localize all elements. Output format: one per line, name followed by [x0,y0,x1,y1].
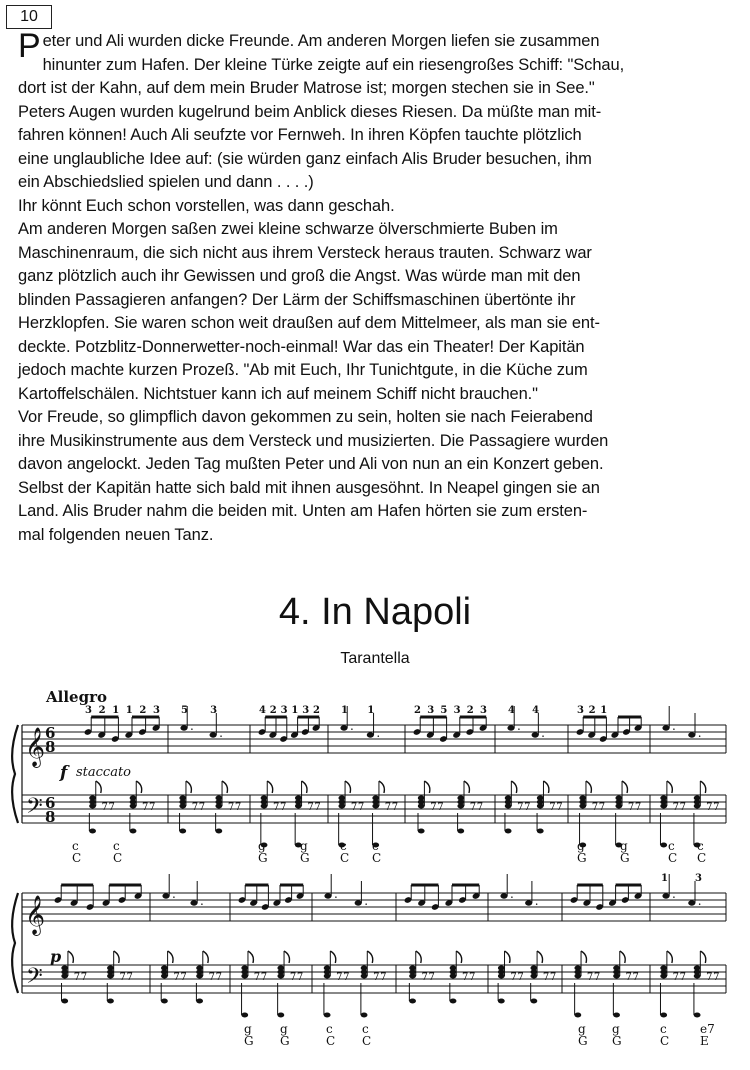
bass-label-upper: G [577,851,587,865]
fingering-number: 5 [440,705,448,716]
bass-note [409,999,416,1004]
chord-note [530,974,537,979]
eighth-rest: 7 [373,972,380,983]
bass-note [179,829,186,834]
flag [136,781,141,793]
chord-note [498,974,505,979]
brace [12,893,18,993]
eighth-rest: 7 [391,802,399,813]
chord-note [694,974,701,979]
tempo-marking: Allegro [46,688,107,706]
bass-note [537,829,544,834]
flag [114,951,119,963]
eighth-rest: 7 [627,802,635,813]
bass-note [107,999,114,1004]
flag [456,951,461,963]
bass-label-upper: G [300,851,310,865]
eighth-rest: 7 [542,972,550,983]
fingering-number: 3 [453,705,461,716]
bass-note [418,829,425,834]
bass-label-upper: G [244,1034,254,1048]
eighth-rest: 7 [119,972,126,983]
fingering-number: 3 [210,705,218,716]
chord-note [372,804,379,809]
eighth-rest: 7 [289,972,297,983]
bass-label-upper: C [326,1034,336,1048]
eighth-rest: 7 [191,802,199,813]
eighth-rest: 7 [549,972,557,983]
brace [12,725,18,823]
note-head [367,732,374,737]
eighth-rest: 7 [343,972,350,983]
fingering-number: 1 [291,705,299,716]
dot: . [219,726,223,740]
story-line: ein Abschiedslied spielen und dann . . . .) [18,173,314,191]
flag [537,951,542,963]
eighth-rest: 7 [679,972,687,983]
eighth-rest: 7 [350,802,358,813]
eighth-rest: 7 [307,802,314,813]
bass-note [660,843,667,848]
fingering-number: 2 [466,705,474,716]
dynamic-piano: p [50,947,62,966]
bass-note [277,1013,284,1018]
chord-note [361,974,368,979]
flag [543,781,548,793]
bass-note [694,1013,701,1018]
eighth-rest: 7 [476,802,484,813]
flag [581,951,586,963]
eighth-rest: 7 [672,802,680,813]
bass-note [613,1013,620,1018]
note-head [688,900,695,905]
fingering-number: 3 [153,705,160,716]
eighth-rest: 7 [593,972,601,983]
note-head [662,893,669,898]
flag [379,781,384,793]
fingering-number: 3 [85,705,92,716]
fingering-number: 5 [181,705,188,716]
time-signature-bottom: 8 [45,808,56,826]
story-line: mal folgenden neuen Tanz. [18,525,214,544]
eighth-rest: 7 [215,972,222,983]
dot: . [672,887,676,901]
chord-note [107,974,114,979]
time-signature-top: 6 [45,724,56,742]
chord-note [574,974,581,979]
bass-label-upper: C [660,1034,670,1048]
dot: . [510,887,514,901]
drop-cap: P [18,27,41,65]
note-head [162,893,169,898]
fingering-number: 4 [532,705,540,716]
eighth-rest: 7 [430,802,437,813]
story-line: Vor Freude, so glimpflich davon gekommen zu sein, holten sie nach Feierabend [18,408,593,426]
chord-note [61,974,68,979]
flag [330,951,335,963]
chord-note [241,974,248,979]
bass-label-upper: E [700,1034,709,1048]
story-line: dort ist der Kahn, auf dem mein Bruder Matrose ist; morgen stechen sie in See." [18,79,595,97]
fingering-number: 3 [480,705,487,716]
bass-clef: 𝄢 [26,794,43,824]
note-head [688,732,695,737]
flag [586,781,591,793]
eighth-rest: 7 [173,972,180,983]
story-line: Kartoffelschälen. Nichtstuer kann ich auf meinem Schiff nicht brauchen." [18,384,538,403]
eighth-rest: 7 [314,802,321,813]
bass-label-upper: G [612,1034,622,1048]
dot: . [534,894,539,908]
eighth-rest: 7 [586,972,594,983]
flag [68,951,73,963]
bass-note [574,1013,581,1018]
chord-note [418,804,425,809]
eighth-rest: 7 [625,972,632,983]
dot: . [334,887,338,901]
chord-note [505,804,512,809]
dynamic-forte: f [60,763,68,783]
dot: . [190,719,194,733]
dot: . [672,719,676,733]
eighth-rest: 7 [549,802,556,813]
bass-note [530,999,537,1004]
flag [464,781,469,793]
story-line: Ihr könnt Euch schon vorstellen, was dann geschah. [18,196,395,215]
dot: . [364,894,369,908]
eighth-rest: 7 [142,802,149,813]
bass-label-lower: c [113,839,120,853]
fingering-number: 4 [508,705,515,716]
chord-note [660,974,667,979]
note-head [525,900,532,905]
eighth-rest: 7 [336,972,343,983]
chord-note [579,804,586,809]
eighth-rest: 7 [591,802,599,813]
eighth-rest: 7 [149,802,156,813]
flag [222,781,227,793]
eighth-rest: 7 [469,972,476,983]
bass-label-lower: c [72,839,79,853]
bass-label-lower: g [300,839,308,853]
eighth-rest: 7 [380,972,387,983]
eighth-rest: 7 [517,972,524,983]
chord-note [261,804,268,809]
story-line: Maschinenraum, die sich nicht aus ihrem Versteck heraus trauten. Schwarz war [18,243,592,262]
dot: . [517,719,521,733]
story-line: Selbst der Kapitän hatte sich bald mit ihnen ausgesöhnt. In Neapel gingen sie an [18,478,600,497]
bass-label-upper: G [280,1034,290,1048]
story-line: deckte. Potzblitz-Donnerwetter-noch-einmal! War das ein Theater! Der Kapitän [18,337,585,356]
bass-note [660,1013,667,1018]
note-head [324,893,331,898]
eighth-rest: 7 [273,802,280,813]
treble-clef: 𝄞 [25,895,46,935]
eighth-rest: 7 [469,802,477,813]
eighth-rest: 7 [437,802,444,813]
flag [203,951,208,963]
bass-note [196,999,203,1004]
piece-subtitle: Tarantella [340,650,410,667]
flag [96,781,101,793]
bass-label-lower: g [244,1022,252,1036]
chord-note [450,974,457,979]
fingering-number: 3 [577,705,584,716]
dot: . [376,726,381,740]
eighth-rest: 7 [556,802,563,813]
note-head [662,725,669,730]
bass-label-upper: G [620,851,630,865]
eighth-rest: 7 [634,802,642,813]
bass-label-lower: g [612,1022,620,1036]
bass-label-upper: C [362,1034,372,1048]
fingering-number: 1 [367,705,375,716]
bass-label-upper: C [372,851,382,865]
dot: . [350,719,354,733]
eighth-rest: 7 [208,972,215,983]
story-line: ihre Musikinstrumente aus dem Versteck und musizierten. Die Passagiere wurden [18,431,609,450]
bass-label-lower: c [362,1022,369,1036]
story-line: fahren können! Auch Ali seufzte vor Fernweh. In ihren Köpfen tauchte plötzlich [18,126,582,144]
story-line: Am anderen Morgen saßen zwei kleine schwarze ölverschmierte Buben im [18,220,558,238]
flag [248,951,253,963]
chord-note [324,974,331,979]
eighth-rest: 7 [80,972,88,983]
bass-note [161,999,168,1004]
flag [345,781,350,793]
fingering-number: 1 [600,705,608,716]
eighth-rest: 7 [713,802,720,813]
bass-label-lower: c [660,1022,667,1036]
note-head [500,893,507,898]
fingering-number: 1 [341,705,348,716]
chord-note [457,804,464,809]
eighth-rest: 7 [227,802,235,813]
bass-note [450,999,457,1004]
note-head [340,725,347,730]
time-signature-bottom: 8 [45,738,56,756]
bass-label-lower: g [578,1022,586,1036]
fingering-number: 1 [112,705,120,716]
eighth-rest: 7 [357,802,365,813]
eighth-rest: 7 [280,802,287,813]
bass-note [241,1013,248,1018]
bass-label-upper: G [578,1034,588,1048]
story-line: ganz plötzlich auch ihr Gewissen und groß die Angst. Was würde man mit den [18,267,581,285]
eighth-rest: 7 [73,972,81,983]
note-head [532,732,539,737]
bass-note [215,829,222,834]
note-head [190,900,197,905]
bass-note [498,999,505,1004]
eighth-rest: 7 [260,972,268,983]
eighth-rest: 7 [180,972,187,983]
flag [505,951,510,963]
chord-note [537,804,544,809]
eighth-rest: 7 [421,972,428,983]
bass-note [505,829,512,834]
piece-title: 4. In Napoli [278,591,472,633]
bass-label-lower: c [340,839,347,853]
fingering-number: 2 [414,705,421,716]
chord-note [660,804,667,809]
treble-clef: 𝄞 [25,727,46,767]
note-head [355,900,362,905]
flag [284,951,289,963]
bass-note [457,829,464,834]
chord-note [179,804,186,809]
flag [416,951,421,963]
bass-label-upper: C [668,851,678,865]
dot: . [200,894,204,908]
story-line: Peters Augen wurden kugelrund beim Anblick dieses Riesen. Da müßte man mit- [18,102,602,121]
fingering-number: 2 [588,705,596,716]
flag [168,951,173,963]
note-head [210,732,217,737]
bass-label-upper: C [697,851,707,865]
chord-note [338,804,345,809]
bass-note [89,829,96,834]
eighth-rest: 7 [234,802,242,813]
chord-note [161,974,168,979]
bass-label-upper: C [340,851,350,865]
story-line: jedoch machte kurzen Prozeß. "Ab mit Euch, Ihr Tunichtgute, in die Küche zum [18,361,588,379]
flag [367,951,372,963]
chord-note [613,974,620,979]
flag [424,781,429,793]
flag [186,781,191,793]
eighth-rest: 7 [126,972,133,983]
fingering-number: 1 [125,705,133,716]
fingering-number: 1 [661,873,668,884]
chord-note [295,804,302,809]
eighth-rest: 7 [428,972,435,983]
chord-note [409,974,416,979]
bass-label-lower: c [326,1022,333,1036]
fingering-number: 2 [139,705,147,716]
eighth-rest: 7 [462,972,469,983]
eighth-rest: 7 [713,972,720,983]
eighth-rest: 7 [517,802,524,813]
story-line: eter und Ali wurden dicke Freunde. Am anderen Morgen liefen sie zusammen [42,32,600,50]
bass-note [130,829,137,834]
eighth-rest: 7 [672,972,680,983]
chord-note [694,804,701,809]
bass-label-lower: g [577,839,585,853]
chord-note [215,804,222,809]
bass-note [61,999,68,1004]
eighth-rest: 7 [679,802,687,813]
eighth-rest: 7 [108,802,115,813]
bass-label-upper: C [72,851,82,865]
staccato-mark: staccato [76,765,132,780]
bass-note [361,1013,368,1018]
fingering-number: 3 [695,873,702,884]
eighth-rest: 7 [632,972,639,983]
fingering-number: 2 [98,705,106,716]
eighth-rest: 7 [598,802,606,813]
eighth-rest: 7 [101,802,108,813]
eighth-rest: 7 [296,972,304,983]
bass-label-lower: g [620,839,628,853]
chord-note [130,804,137,809]
dot: . [697,894,702,908]
flag [302,781,307,793]
page-number: 10 [6,5,52,29]
eighth-rest: 7 [524,802,531,813]
fingering-number: 3 [280,705,288,716]
eighth-rest: 7 [706,802,713,813]
note-head [180,725,187,730]
dot: . [697,726,702,740]
fingering-number: 4 [259,705,266,716]
flag [620,951,625,963]
flag [267,781,272,793]
chord-note [615,804,622,809]
chord-note [196,974,203,979]
time-signature-top: 6 [45,794,56,812]
bass-label-upper: C [113,851,123,865]
flag [511,781,516,793]
flag [700,951,705,963]
eighth-rest: 7 [198,802,206,813]
chord-note [277,974,284,979]
eighth-rest: 7 [253,972,261,983]
story-line: davon angelockt. Jeden Tag mußten Peter und Ali von nun an ein Konzert geben. [18,455,604,473]
bass-clef: 𝄢 [26,964,43,994]
bass-label-lower: e7 [700,1022,715,1036]
chord-note [89,804,96,809]
flag [622,781,627,793]
story-line: blinden Passagieren anfangen? Der Lärm der Schiffsmaschinen übertönte ihr [18,290,576,309]
note-head [507,725,514,730]
fingering-number: 3 [427,705,435,716]
fingering-number: 2 [313,705,320,716]
bass-label-lower: c [668,839,675,853]
fingering-number: 2 [269,705,277,716]
bass-label-lower: c [372,839,379,853]
bass-label-lower: g [280,1022,288,1036]
story-line: Land. Alis Bruder nahm die beiden mit. Unten am Hafen hörten sie zum ersten- [18,502,588,520]
flag [667,951,672,963]
dot: . [541,726,545,740]
bass-note [324,1013,331,1018]
fingering-number: 3 [302,705,310,716]
eighth-rest: 7 [384,802,392,813]
story-line: eine unglaubliche Idee auf: (sie würden ganz einfach Alis Bruder besuchen, ihm [18,149,592,168]
bass-label-lower: c [697,839,704,853]
story-line: hinunter zum Hafen. Der kleine Türke zeigte auf ein riesengroßes Schiff: "Schau, [42,55,625,74]
bass-label-lower: g [258,839,266,853]
dot: . [172,887,176,901]
eighth-rest: 7 [706,972,713,983]
story-line: Herzklopfen. Sie waren schon weit draußen auf dem Mittelmeer, als man sie ent- [18,314,600,332]
eighth-rest: 7 [510,972,517,983]
flag [700,781,705,793]
bass-label-upper: G [258,851,268,865]
flag [667,781,672,793]
